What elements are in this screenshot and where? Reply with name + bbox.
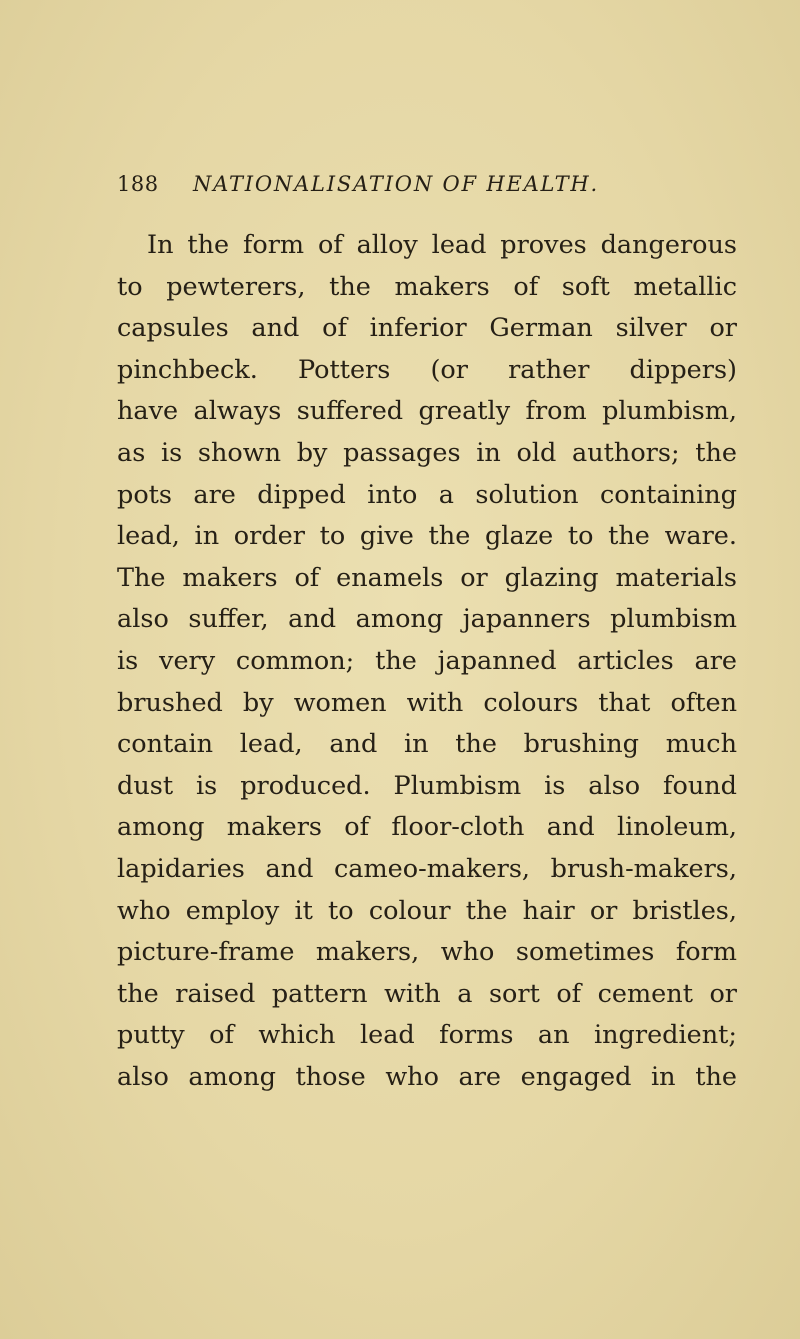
text-line: have always suffered greatly from plumbism, [117, 396, 737, 427]
text-line: putty of which lead forms an ingredient; [117, 1020, 737, 1051]
page-number: 188 [117, 172, 159, 196]
text-line: also among those who are engaged in the [117, 1061, 737, 1092]
text-line: who employ it to colour the hair or bristles, [117, 895, 737, 926]
text-line: In the form of alloy lead proves dangerous [147, 230, 737, 260]
text-line: among makers of floor-cloth and linoleum, [117, 812, 737, 843]
text-line: lapidaries and cameo-makers, brush-makers, [117, 853, 737, 884]
text-line: to pewterers, the makers of soft metallic [117, 271, 737, 302]
text-line: is very common; the japanned articles are [117, 645, 737, 676]
text-line: dust is produced. Plumbism is also found [117, 770, 737, 801]
text-line: pots are dipped into a solution containing [117, 479, 737, 510]
text-line: capsules and of inferior German silver or [117, 313, 737, 344]
text-line: as is shown by passages in old authors; the [117, 437, 737, 468]
text-line: contain lead, and in the brushing much [117, 729, 737, 760]
body-text [117, 225, 737, 1098]
running-title: NATIONALISATION OF HEALTH. [193, 172, 599, 196]
text-line: the raised pattern with a sort of cement or [117, 978, 737, 1009]
text-line: picture-frame makers, who sometimes form [117, 937, 737, 968]
page-header [117, 172, 737, 202]
text-line: The makers of enamels or glazing materials [117, 562, 737, 593]
text-line: pinchbeck. Potters (or rather dippers) [117, 354, 737, 385]
text-line: lead, in order to give the glaze to the ware. [117, 521, 737, 552]
text-line: brushed by women with colours that often [117, 687, 737, 718]
text-line: also suffer, and among japanners plumbism [117, 604, 737, 635]
